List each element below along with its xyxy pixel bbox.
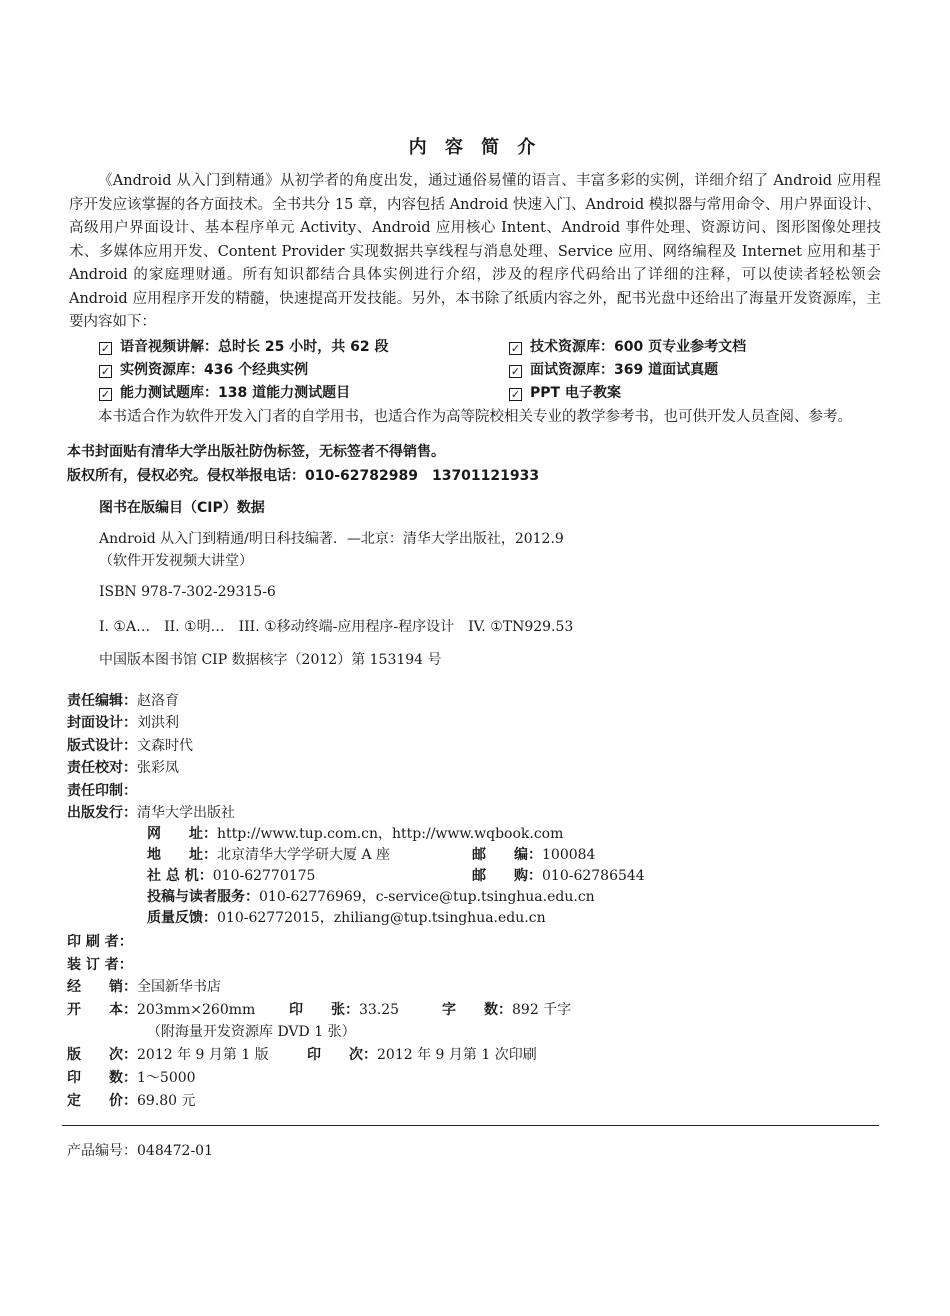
credit-value: 张彩凤	[137, 760, 179, 776]
checkbox-icon: ✓	[510, 388, 521, 401]
publisher-detail	[147, 845, 390, 866]
cip-series: （软件开发视频大讲堂）	[99, 553, 253, 569]
checkbox-icon: ✓	[100, 342, 111, 355]
attachment-note: （附海量开发资源库 DVD 1 张）	[147, 1024, 356, 1040]
publisher-detail	[472, 845, 595, 866]
detail-value: 100084	[542, 847, 596, 863]
detail-value: 北京清华大学学研大厦 A 座	[217, 847, 391, 863]
detail-label: 质量反馈：	[147, 910, 217, 926]
feature-item	[509, 359, 718, 381]
audience-paragraph: 本书适合作为软件开发入门者的自学用书，也适合作为高等院校相关专业的教学参考书，也可供开发人员查阅、参考。	[98, 409, 852, 425]
credit-value: 2012 年 9 月第 1 次印刷	[377, 1047, 537, 1063]
credit-label: 字 数：	[442, 1002, 512, 1018]
credit-value: 1～5000	[137, 1070, 196, 1086]
credit-row	[67, 690, 179, 712]
credit-row	[67, 954, 133, 976]
credit-row	[67, 976, 221, 998]
credit-row	[289, 999, 399, 1021]
credit-label: 印 张：	[289, 1002, 359, 1018]
publisher-detail	[147, 887, 595, 908]
detail-value: 010-62786544	[542, 868, 645, 884]
feature-item	[99, 382, 350, 404]
credit-label: 印 次：	[307, 1047, 377, 1063]
divider	[62, 1125, 879, 1126]
checkbox-icon: ✓	[100, 365, 111, 378]
detail-label: 社 总 机：	[147, 868, 213, 884]
credit-label: 印 刷 者：	[67, 934, 133, 950]
credit-row	[442, 999, 571, 1021]
credit-label: 责任印制：	[67, 783, 137, 799]
detail-value: 010-62772015，zhiliang@tup.tsinghua.edu.cn	[217, 910, 546, 926]
cip-isbn: ISBN 978-7-302-29315-6	[99, 584, 276, 600]
credit-label: 装 订 者：	[67, 957, 133, 973]
checkbox-icon: ✓	[100, 388, 111, 401]
feature-item	[509, 382, 621, 404]
credit-label: 印 数：	[67, 1070, 137, 1086]
credit-row	[67, 735, 193, 757]
credit-row	[67, 1044, 269, 1066]
credit-value: 892 千字	[512, 1002, 572, 1018]
credit-row	[67, 931, 133, 953]
publisher-detail	[147, 824, 563, 845]
product-number: 产品编号：048472-01	[67, 1143, 213, 1159]
credit-label: 版 次：	[67, 1047, 137, 1063]
credit-label: 出版发行：	[67, 805, 137, 821]
credit-row	[67, 712, 179, 734]
intro-section	[69, 170, 881, 335]
credit-value: 文森时代	[137, 738, 193, 754]
credit-row	[67, 1067, 196, 1089]
detail-label: 投稿与读者服务：	[147, 889, 259, 905]
intro-paragraph: 《Android 从入门到精通》从初学者的角度出发，通过通俗易懂的语言、丰富多彩的实例，详细介绍了 Android 应用程序开发应该掌握的各方面技术。全书共分 15 章，内容包括 Android 快速入门、Android 模拟器与常用命令、用户界面设计、高级用户界面设计、基本程序单元 Activity、Android 应用核心 Intent、Android 事件处理、资源访问、图形图像处理技术、多媒体应用开发、Content Provider 实现数据共享线程与消息处理、Service 应用、网络编程及 Internet 应用和基于 Android 的家庭理财通。所有知识都结合具体实例进行介绍，涉及的程序代码给出了详细的注释，可以使读者轻松领会 Android 应用程序开发的精髓，快速提高开发技能。另外，本书除了纸质内容之外，配书光盘中还给出了海量开发资源库，主要内容如下：	[69, 173, 881, 330]
feature-label: 语音视频讲解：总时长 25 小时，共 62 段	[120, 339, 389, 355]
copyright-notice	[67, 440, 539, 488]
credit-label: 开 本：	[67, 1002, 137, 1018]
credit-label: 版式设计：	[67, 738, 137, 754]
anti-counterfeit-notice: 本书封面贴有清华大学出版社防伪标签，无标签者不得销售。	[67, 444, 445, 460]
feature-item	[99, 336, 388, 358]
detail-value: http://www.tup.com.cn，http://www.wqbook.com	[217, 826, 564, 842]
credit-label: 责任校对：	[67, 760, 137, 776]
detail-label: 邮 编：	[472, 847, 542, 863]
feature-item	[99, 359, 308, 381]
feature-label: 面试资源库：369 道面试真题	[530, 362, 719, 378]
cip-block	[99, 496, 574, 668]
credit-label: 封面设计：	[67, 715, 137, 731]
credit-value: 203mm×260mm	[137, 1002, 256, 1018]
credit-value: 69.80 元	[137, 1093, 196, 1109]
cip-core-number: 中国版本图书馆 CIP 数据核字（2012）第 153194 号	[99, 652, 442, 668]
credit-row	[67, 999, 255, 1021]
credit-value: 33.25	[359, 1002, 400, 1018]
feature-label: 能力测试题库：138 道能力测试题目	[120, 385, 351, 401]
audience-section	[69, 406, 909, 429]
feature-label: 技术资源库：600 页专业参考文档	[530, 339, 747, 355]
checkbox-icon: ✓	[510, 342, 521, 355]
rights-notice: 版权所有，侵权必究。侵权举报电话：010-62782989 13701121933	[67, 468, 540, 484]
feature-label: PPT 电子教案	[530, 385, 621, 401]
credit-label: 定 价：	[67, 1093, 137, 1109]
detail-label: 网 址：	[147, 826, 217, 842]
credit-value: 清华大学出版社	[137, 805, 235, 821]
credit-row	[67, 757, 179, 779]
feature-item	[509, 336, 746, 358]
cip-classification: I. ①A… II. ①明… III. ①移动终端-应用程序-程序设计 IV. ①TN929.53	[99, 619, 574, 635]
cip-title: 图书在版编目（CIP）数据	[99, 500, 265, 516]
credit-label: 经 销：	[67, 979, 137, 995]
credit-row	[307, 1044, 537, 1066]
credit-value: 刘洪利	[137, 715, 179, 731]
credit-row	[67, 780, 137, 802]
publisher-detail	[472, 866, 645, 887]
credit-label: 责任编辑：	[67, 693, 137, 709]
credit-row	[67, 802, 235, 824]
feature-label: 实例资源库：436 个经典实例	[120, 362, 309, 378]
credit-row	[67, 1090, 196, 1112]
detail-value: 010-62776969，c-service@tup.tsinghua.edu.cn	[259, 889, 595, 905]
credit-value: 赵洛育	[137, 693, 179, 709]
credit-value: 2012 年 9 月第 1 版	[137, 1047, 269, 1063]
credit-value: 全国新华书店	[137, 979, 221, 995]
cip-record: Android 从入门到精通/明日科技编著．—北京：清华大学出版社，2012.9	[99, 531, 564, 547]
checkbox-icon: ✓	[510, 365, 521, 378]
detail-label: 地 址：	[147, 847, 217, 863]
publisher-detail	[147, 866, 315, 887]
page-title: 内 容 简 介	[408, 137, 542, 158]
detail-label: 邮 购：	[472, 868, 542, 884]
detail-value: 010-62770175	[212, 868, 316, 884]
publisher-detail	[147, 908, 546, 929]
